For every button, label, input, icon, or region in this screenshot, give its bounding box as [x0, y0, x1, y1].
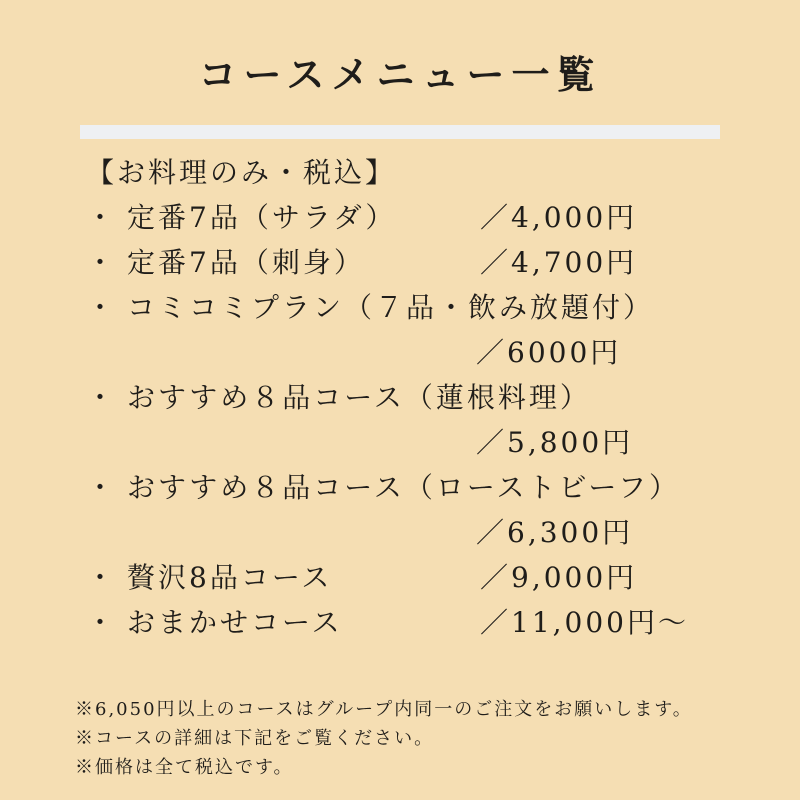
- menu-section-header-label: 【お料理のみ・税込】: [86, 156, 397, 189]
- menu-item-price: ／11,000円～: [480, 606, 689, 639]
- menu-item-price: ／6000円: [476, 336, 622, 369]
- footnote: ※価格は全て税込です。: [75, 757, 294, 778]
- bullet: ・: [86, 246, 118, 279]
- menu-item-row: [86, 375, 800, 420]
- title-divider: [80, 125, 720, 139]
- menu-item-name: おすすめ８品コース（ローストビーフ）: [127, 471, 680, 504]
- bullet: ・: [86, 606, 118, 639]
- course-menu-list: [86, 150, 800, 645]
- menu-item-price: ／5,800円: [476, 426, 634, 459]
- bullet: ・: [86, 291, 118, 324]
- menu-item-row: [86, 600, 800, 645]
- menu-item-name: おまかせコース: [127, 606, 343, 639]
- footnote: ※コースの詳細は下記をご覧ください。: [75, 728, 435, 749]
- menu-item-price: ／9,000円: [480, 561, 638, 594]
- footnote: ※6,050円以上のコースはグループ内同一のご注文をお願いします。: [75, 699, 693, 720]
- menu-item-row: [86, 555, 800, 600]
- menu-item-name: 贅沢8品コース: [127, 561, 333, 594]
- menu-item-price-row: [86, 510, 800, 555]
- bullet: ・: [86, 381, 118, 414]
- footnotes: [75, 695, 800, 782]
- menu-item-name: おすすめ８品コース（蓮根料理）: [127, 381, 591, 414]
- menu-item-name: 定番7品（サラダ）: [127, 201, 397, 234]
- menu-item-price: ／4,700円: [480, 246, 638, 279]
- menu-item-name: コミコミプラン（７品・飲み放題付）: [127, 291, 655, 324]
- page-title: コースメニュー一覧: [198, 52, 602, 97]
- menu-item-price-row: [86, 330, 800, 375]
- bullet: ・: [86, 561, 118, 594]
- bullet: ・: [86, 201, 118, 234]
- menu-item-price: ／6,300円: [476, 516, 634, 549]
- menu-section-header: [86, 150, 800, 195]
- menu-item-row: [86, 285, 800, 330]
- menu-item-row: [86, 465, 800, 510]
- bullet: ・: [86, 471, 118, 504]
- menu-item-name: 定番7品（刺身）: [127, 246, 365, 279]
- menu-item-row: [86, 240, 800, 285]
- menu-item-price-row: [86, 420, 800, 465]
- menu-item-price: ／4,000円: [480, 201, 638, 234]
- menu-item-row: [86, 195, 800, 240]
